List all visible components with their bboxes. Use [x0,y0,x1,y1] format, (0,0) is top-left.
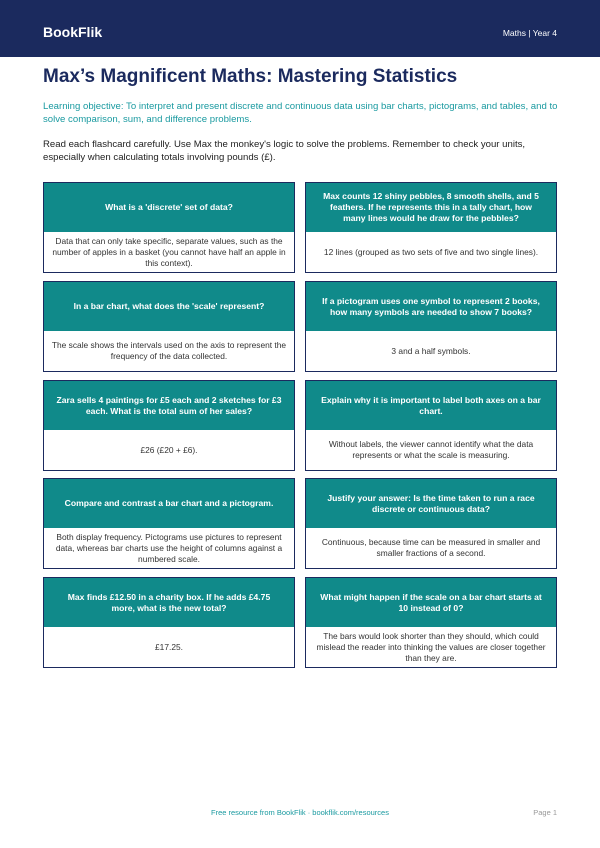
flashcard-7 [43,478,295,569]
footer-link[interactable]: Free resource from BookFlik · bookflik.com/resources [211,808,389,817]
flashcard-1 [43,182,295,273]
flashcard-answer: £17.25. [155,641,183,652]
flashcard-answer: 12 lines (grouped as two sets of five and two single lines). [323,246,539,257]
breadcrumb: Maths | Year 4 [502,28,557,38]
flashcard-9 [43,577,295,668]
flashcard-answer: Both display frequency. Pictograms use pictures to represent data, whereas bar charts use the height of columns against a numbered scale. [55,531,283,564]
flashcard-8 [305,478,557,569]
flashcard-question: In a bar chart, what does the 'scale' represent? [44,282,294,331]
flashcard-answer: Data that can only take specific, separate values, such as the number of apples in a basket (you cannot have half an apple in this context). [52,235,286,268]
flashcard-2 [305,182,557,273]
flashcard-answer: The bars would look shorter than they should, which could mislead the reader into thinking the values are closer together than they are. [316,630,546,663]
flashcard-question: Justify your answer: Is the time taken to run a race discrete or continuous data? [306,479,556,528]
flashcard-answer: £26 (£20 + £6). [140,444,198,455]
flashcard-question: Max counts 12 shiny pebbles, 8 smooth shells, and 5 feathers. If he represents this in a tally chart, how many lines would he draw for the pebbles? [306,183,556,232]
flashcard-4 [305,281,557,372]
flashcard-answer: The scale shows the intervals used on the axis to represent the frequency of the data collected. [51,340,287,361]
flashcard-question: If a pictogram uses one symbol to represent 2 books, how many symbols are needed to show 7 books? [306,282,556,331]
flashcard-10 [305,577,557,668]
flashcard-answer: Without labels, the viewer cannot identify what the data represents or what the scale is measuring. [328,439,534,460]
flashcard-question: What is a 'discrete' set of data? [44,183,294,232]
flashcard-6 [305,380,557,471]
brand-logo[interactable]: BookFlik [43,24,103,40]
flashcard-question: What might happen if the scale on a bar chart starts at 10 instead of 0? [306,578,556,627]
instructions: Read each flashcard carefully. Use Max the monkey's logic to solve the problems. Remember to check your units, especially when calculating totals involving pounds (£). [43,139,526,163]
flashcard-question: Explain why it is important to label both axes on a bar chart. [306,381,556,430]
page-number: Page 1 [533,808,557,817]
page-title: Max’s Magnificent Maths: Mastering Statistics [43,66,458,87]
flashcard-question: Compare and contrast a bar chart and a pictogram. [44,479,294,528]
flashcard-5 [43,380,295,471]
flashcard-answer: Continuous, because time can be measured in smaller and smaller fractions of a second. [321,537,541,558]
flashcard-answer: 3 and a half symbols. [391,345,471,356]
flashcard-question: Zara sells 4 paintings for £5 each and 2 sketches for £3 each. What is the total sum of her sales? [44,381,294,430]
flashcard-3 [43,281,295,372]
header-bar [0,0,600,57]
learning-objective: Learning objective: To interpret and present discrete and continuous data using bar charts, pictograms, and tables, and to solve comparison, sum, and difference problems. [43,101,558,125]
flashcard-question: Max finds £12.50 in a charity box. If he adds £4.75 more, what is the new total? [44,578,294,627]
